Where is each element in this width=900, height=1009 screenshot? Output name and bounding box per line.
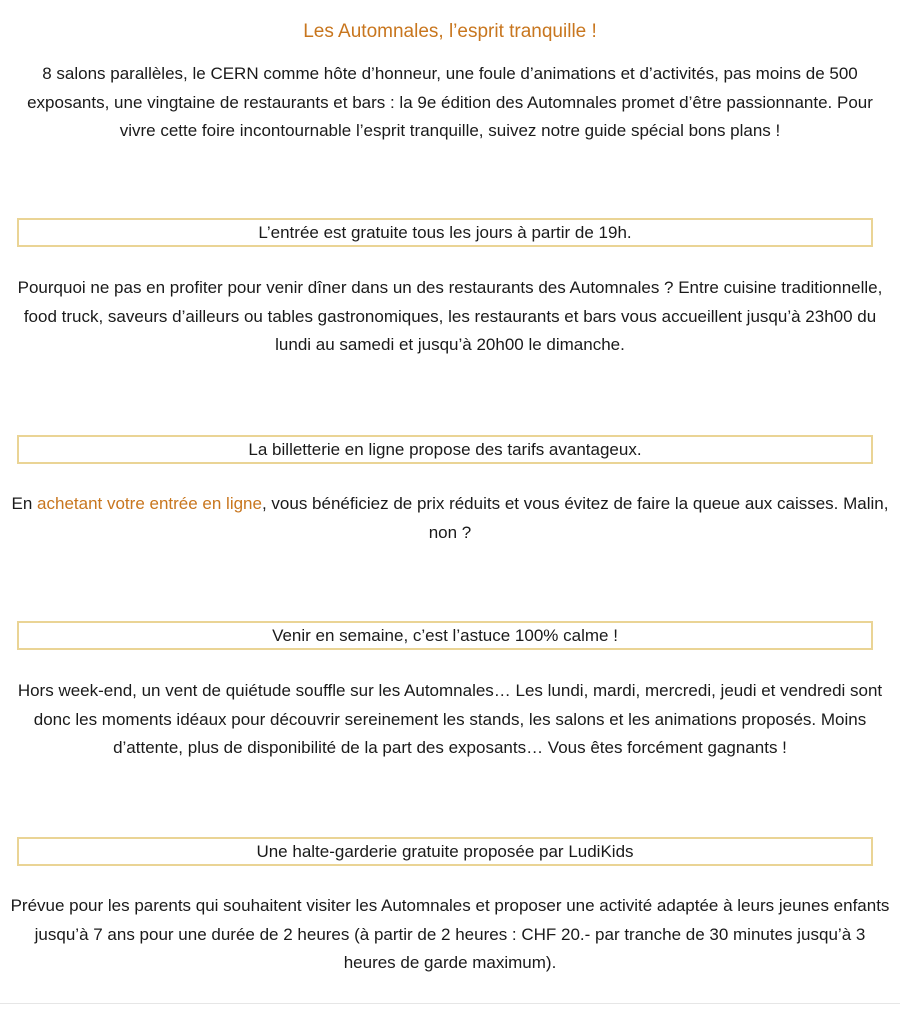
- text-before-link: En: [11, 494, 38, 513]
- text-after-link: , vous bénéficiez de prix réduits et vous évitez de faire la queue aux caisses. Malin, non ?: [261, 494, 889, 542]
- section-text-online-ticketing: [10, 490, 890, 547]
- bottom-divider: [0, 1003, 900, 1004]
- section-heading-weekday: Venir en semaine, c’est l’astuce 100% calme !: [17, 621, 873, 650]
- section-heading-daycare: Une halte-garderie gratuite proposée par LudiKids: [17, 837, 873, 866]
- section-text-free-entry: Pourquoi ne pas en profiter pour venir dîner dans un des restaurants des Automnales ? Entre cuisine traditionnelle, food truck, saveurs d’ailleurs ou tables gastronomiques, les restaurants et bars vous accueillent jusqu’à 23h00 du lundi au samedi et jusqu’à 20h00 le dimanche.: [17, 278, 883, 354]
- section-text-daycare: Prévue pour les parents qui souhaitent visiter les Automnales et proposer une activité adaptée à leurs jeunes enfants jusqu’à 7 ans pour une durée de 2 heures (à partir de 2 heures : CHF 20.- par tranche de 30 minutes jusqu’à 3 heures de garde maximum).: [10, 896, 890, 972]
- intro-paragraph: 8 salons parallèles, le CERN comme hôte d’honneur, une foule d’animations et d’activités, pas moins de 500 exposants, une vingtaine de restaurants et bars : la 9e édition des Automnales promet d’être passionnante. Pour vivre cette foire incontournable l’esprit tranquille, suivez notre guide spécial bons plans !: [27, 64, 873, 140]
- page-title: Les Automnales, l’esprit tranquille !: [303, 21, 597, 42]
- section-heading-online-ticketing: La billetterie en ligne propose des tarifs avantageux.: [17, 435, 873, 464]
- section-text-weekday: Hors week-end, un vent de quiétude souffle sur les Automnales… Les lundi, mardi, mercredi, jeudi et vendredi sont donc les moments idéaux pour découvrir sereinement les stands, les salons et les animations proposés. Moins d’attente, plus de disponibilité de la part des exposants… Vous êtes forcément gagnants !: [17, 681, 883, 757]
- section-heading-free-entry: L’entrée est gratuite tous les jours à partir de 19h.: [17, 218, 873, 247]
- buy-ticket-online-link[interactable]: achetant votre entrée en ligne: [37, 494, 262, 513]
